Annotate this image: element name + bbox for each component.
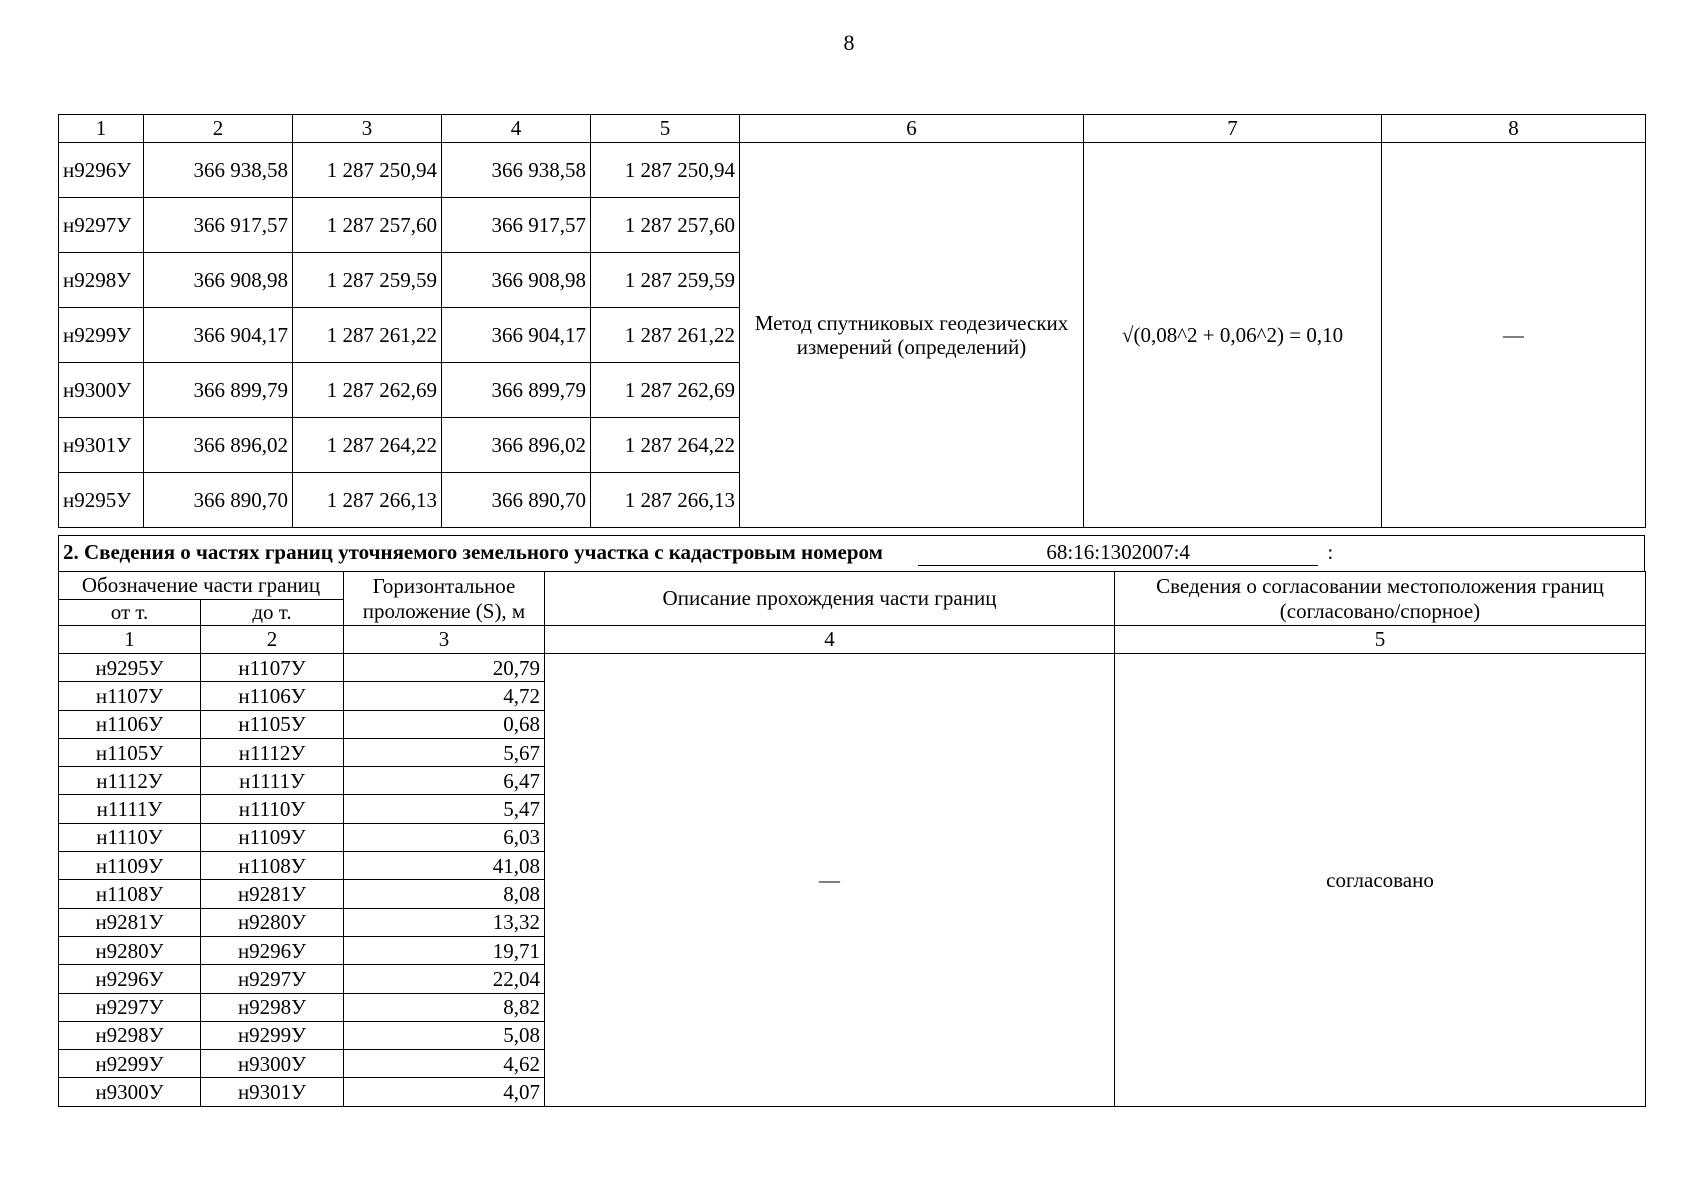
boundary-parts-table [58, 571, 1646, 1107]
coordinate-value: 1 287 264,22 [293, 418, 442, 473]
to-point: н9281У [201, 880, 344, 908]
header-agreement: Сведения о согласовании местоположения границ (согласовано/спорное) [1115, 572, 1646, 626]
coordinate-value: 1 287 261,22 [293, 308, 442, 363]
distance-value: 19,71 [344, 936, 545, 964]
distance-value: 0,68 [344, 710, 545, 738]
to-point: н1111У [201, 767, 344, 795]
coordinate-value: 366 917,57 [442, 198, 591, 253]
point-label: н9297У [59, 198, 144, 253]
header-distance: Горизонтальное проложение (S), м [344, 572, 545, 626]
coordinate-value: 366 908,98 [442, 253, 591, 308]
coords-col-number: 6 [740, 115, 1084, 143]
coordinate-value: 1 287 250,94 [293, 143, 442, 198]
to-point: н1112У [201, 738, 344, 766]
distance-value: 8,08 [344, 880, 545, 908]
coordinate-value: 366 896,02 [442, 418, 591, 473]
section-2-heading [58, 535, 1645, 572]
cadastral-number: 68:16:1302007:4 [918, 541, 1318, 565]
coordinate-value: 366 904,17 [144, 308, 293, 363]
header-description: Описание прохождения части границ [545, 572, 1115, 626]
from-point: н9297У [59, 993, 201, 1021]
coordinate-value: 366 896,02 [144, 418, 293, 473]
coordinate-value: 366 890,70 [442, 473, 591, 528]
coords-col-number: 8 [1382, 115, 1646, 143]
description-cell: — [545, 654, 1115, 1107]
to-point: н9280У [201, 908, 344, 936]
to-point: н1108У [201, 852, 344, 880]
header-to: до т. [201, 600, 344, 626]
to-point: н9300У [201, 1050, 344, 1078]
to-point: н9297У [201, 965, 344, 993]
table-row [59, 654, 1646, 682]
parts-col-number-row [59, 626, 1646, 654]
distance-value: 20,79 [344, 654, 545, 682]
from-point: н9300У [59, 1078, 201, 1106]
to-point: н9301У [201, 1078, 344, 1106]
distance-value: 6,03 [344, 823, 545, 851]
agreement-cell: согласовано [1115, 654, 1646, 1107]
header-from: от т. [59, 600, 201, 626]
distance-value: 4,72 [344, 682, 545, 710]
parts-col-number: 1 [59, 626, 201, 654]
coordinate-value: 1 287 266,13 [293, 473, 442, 528]
from-point: н9298У [59, 1021, 201, 1049]
point-label: н9298У [59, 253, 144, 308]
coords-col-number: 2 [144, 115, 293, 143]
to-point: н9296У [201, 936, 344, 964]
from-point: н1111У [59, 795, 201, 823]
distance-value: 41,08 [344, 852, 545, 880]
distance-value: 4,62 [344, 1050, 545, 1078]
from-point: н9280У [59, 936, 201, 964]
point-label: н9299У [59, 308, 144, 363]
coords-header-row [59, 115, 1646, 143]
coordinate-value: 1 287 259,59 [293, 253, 442, 308]
method-cell: Метод спутниковых геодезических измерений (определений) [740, 143, 1084, 528]
from-point: н9281У [59, 908, 201, 936]
coordinate-value: 366 904,17 [442, 308, 591, 363]
parts-col-number: 5 [1115, 626, 1646, 654]
coordinate-value: 1 287 264,22 [591, 418, 740, 473]
from-point: н1105У [59, 738, 201, 766]
point-label: н9300У [59, 363, 144, 418]
from-point: н1106У [59, 710, 201, 738]
coords-col-number: 1 [59, 115, 144, 143]
distance-value: 22,04 [344, 965, 545, 993]
coords-col-number: 3 [293, 115, 442, 143]
distance-value: 5,67 [344, 738, 545, 766]
to-point: н1106У [201, 682, 344, 710]
col8-cell: — [1382, 143, 1646, 528]
section-2-colon: : [1327, 540, 1334, 565]
coordinate-value: 366 890,70 [144, 473, 293, 528]
coordinate-value: 1 287 257,60 [293, 198, 442, 253]
coordinate-value: 1 287 250,94 [591, 143, 740, 198]
from-point: н1112У [59, 767, 201, 795]
coordinate-value: 1 287 257,60 [591, 198, 740, 253]
distance-value: 4,07 [344, 1078, 545, 1106]
coordinate-value: 1 287 266,13 [591, 473, 740, 528]
to-point: н9298У [201, 993, 344, 1021]
page-number: 8 [843, 30, 855, 55]
distance-value: 13,32 [344, 908, 545, 936]
parts-col-number: 2 [201, 626, 344, 654]
from-point: н1110У [59, 823, 201, 851]
point-label: н9295У [59, 473, 144, 528]
coordinate-value: 366 938,58 [442, 143, 591, 198]
point-label: н9301У [59, 418, 144, 473]
coordinate-value: 1 287 262,69 [591, 363, 740, 418]
accuracy-cell: √(0,08^2 + 0,06^2) = 0,10 [1084, 143, 1382, 528]
section-2-title: 2. Сведения о частях границ уточняемого земельного участка с кадастровым номером [63, 540, 883, 565]
coords-col-number: 5 [591, 115, 740, 143]
distance-value: 5,08 [344, 1021, 545, 1049]
parts-col-number: 3 [344, 626, 545, 654]
section-2-title-cell [59, 536, 1645, 572]
coordinate-value: 366 908,98 [144, 253, 293, 308]
coordinate-value: 366 899,79 [442, 363, 591, 418]
distance-value: 6,47 [344, 767, 545, 795]
to-point: н1105У [201, 710, 344, 738]
from-point: н1108У [59, 880, 201, 908]
to-point: н1110У [201, 795, 344, 823]
from-point: н9295У [59, 654, 201, 682]
coordinate-value: 1 287 262,69 [293, 363, 442, 418]
to-point: н1109У [201, 823, 344, 851]
to-point: н9299У [201, 1021, 344, 1049]
coords-col-number: 7 [1084, 115, 1382, 143]
from-point: н1107У [59, 682, 201, 710]
from-point: н1109У [59, 852, 201, 880]
parts-col-number: 4 [545, 626, 1115, 654]
coordinate-value: 366 899,79 [144, 363, 293, 418]
coordinate-value: 366 917,57 [144, 198, 293, 253]
from-point: н9296У [59, 965, 201, 993]
coordinate-value: 1 287 259,59 [591, 253, 740, 308]
coordinate-value: 1 287 261,22 [591, 308, 740, 363]
coords-col-number: 4 [442, 115, 591, 143]
coordinate-value: 366 938,58 [144, 143, 293, 198]
distance-value: 8,82 [344, 993, 545, 1021]
table-row [59, 143, 1646, 198]
from-point: н9299У [59, 1050, 201, 1078]
distance-value: 5,47 [344, 795, 545, 823]
to-point: н1107У [201, 654, 344, 682]
coordinates-table [58, 114, 1646, 528]
point-label: н9296У [59, 143, 144, 198]
header-designation: Обозначение части границ [59, 572, 344, 600]
